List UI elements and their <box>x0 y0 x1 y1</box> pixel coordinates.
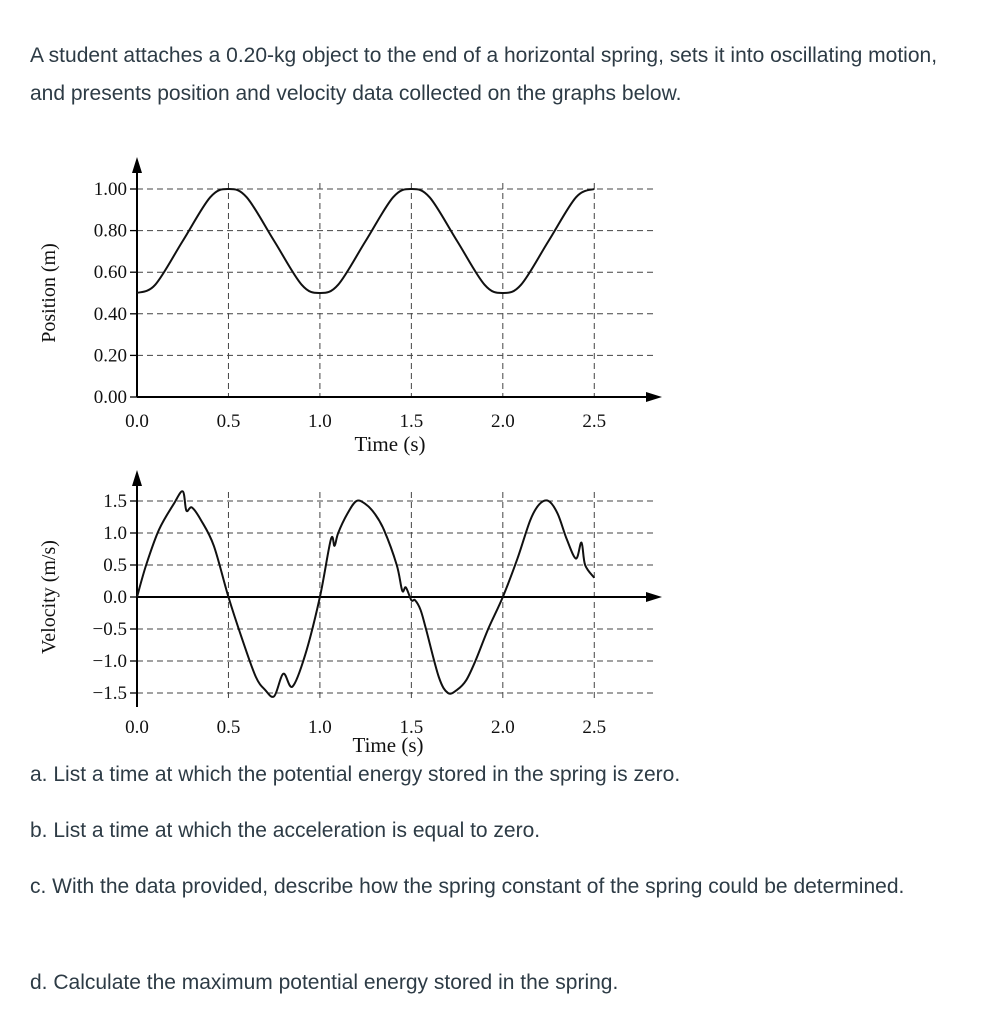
position-chart <box>38 157 662 456</box>
question-b: b. List a time at which the acceleration is equal to zero. <box>30 819 541 842</box>
pos-xtick-label-4: 2.0 <box>490 411 515 432</box>
question-d: d. Calculate the maximum potential energy stored in the spring. <box>30 971 619 994</box>
pos-ytick-label-5: 1.00 <box>93 179 127 200</box>
vel-series-velocity-line <box>137 491 594 697</box>
pos-xtick-label-2: 1.0 <box>308 411 332 432</box>
vel-x-axis-title: Time (s) <box>352 733 424 757</box>
vel-ytick-label-4: −0.5 <box>92 619 127 640</box>
vel-y-axis-title: Velocity (m/s) <box>38 540 60 654</box>
pos-x-axis-title: Time (s) <box>354 432 426 456</box>
vel-ytick-label-1: 1.0 <box>103 523 127 544</box>
vel-xtick-label-1: 0.5 <box>216 717 241 738</box>
vel-x-axis-arrow <box>646 592 662 602</box>
vel-ytick-label-0: 1.5 <box>103 491 127 512</box>
vel-xtick-label-4: 2.0 <box>490 717 515 738</box>
pos-y-axis-title: Position (m) <box>38 243 60 343</box>
question-a: a. List a time at which the potential energy stored in the spring is zero. <box>30 763 681 786</box>
velocity-chart <box>38 470 662 757</box>
vel-ytick-label-6: −1.5 <box>92 683 127 704</box>
vel-ytick-label-5: −1.0 <box>92 651 127 672</box>
pos-x-axis-arrow <box>646 392 662 402</box>
vel-xtick-label-2: 1.0 <box>308 717 332 738</box>
pos-ytick-label-1: 0.20 <box>93 345 127 367</box>
pos-xtick-label-5: 2.5 <box>582 411 607 432</box>
vel-ytick-label-2: 0.5 <box>103 555 127 576</box>
pos-series-position-line <box>137 189 594 293</box>
question-c: c. With the data provided, describe how the spring constant of the spring could be determined. <box>30 875 905 898</box>
vel-y-axis-arrow <box>132 470 142 486</box>
problem-intro: A student attaches a 0.20-kg object to the end of a horizontal spring, sets it into oscillating motion, and presents position and velocity data collected on the graphs below. <box>30 44 938 105</box>
vel-xtick-label-3: 1.5 <box>399 717 424 738</box>
vel-xtick-label-5: 2.5 <box>582 717 607 738</box>
vel-xtick-label-0: 0.0 <box>125 717 149 738</box>
pos-xtick-label-0: 0.0 <box>125 411 149 432</box>
pos-xtick-label-1: 0.5 <box>216 411 241 432</box>
pos-xtick-label-3: 1.5 <box>399 411 424 432</box>
pos-y-axis-arrow <box>132 157 142 173</box>
pos-ytick-label-2: 0.40 <box>93 303 127 325</box>
pos-ytick-label-3: 0.60 <box>93 262 127 284</box>
pos-ytick-label-4: 0.80 <box>93 220 127 242</box>
pos-ytick-label-0: 0.00 <box>93 387 127 408</box>
vel-ytick-label-3: 0.0 <box>103 587 127 608</box>
